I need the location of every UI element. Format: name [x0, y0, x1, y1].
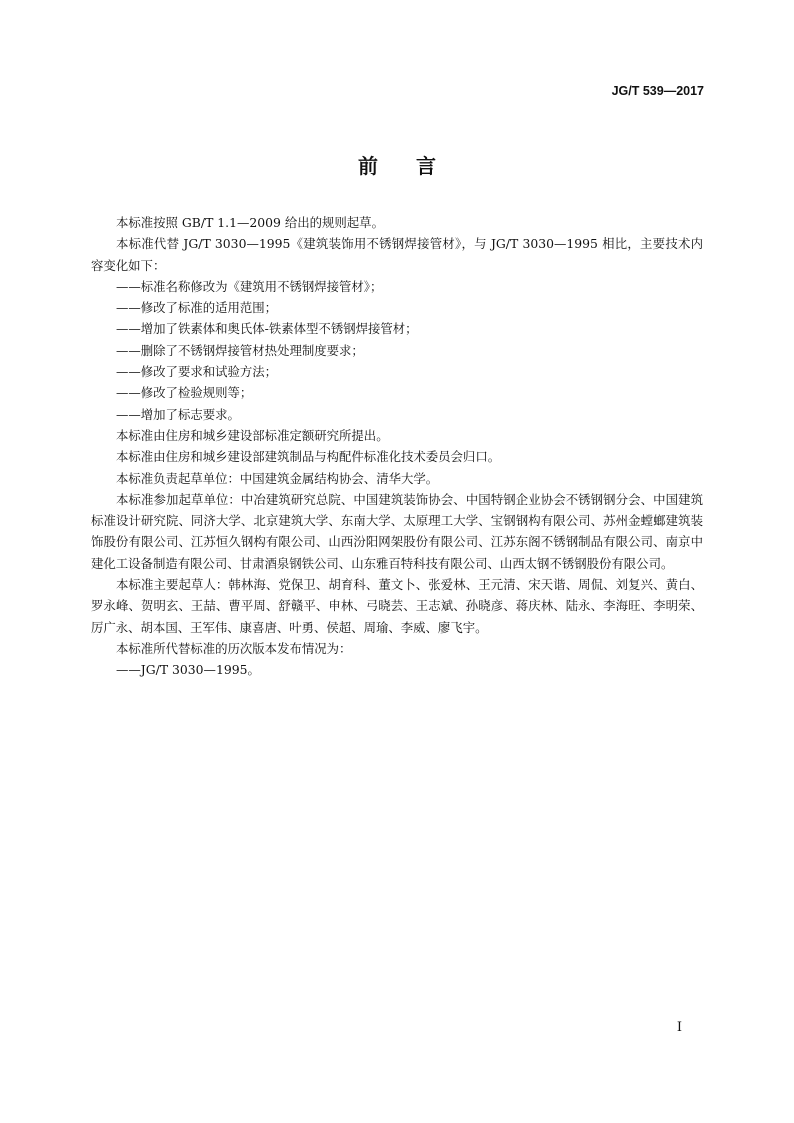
- paragraph-participating-drafters: 本标准参加起草单位：中冶建筑研究总院、中国建筑装饰协会、中国特钢企业协会不锈钢钢分会、中国建筑标准设计研究院、同济大学、北京建筑大学、东南大学、太原理工大学、宝钢钢构有限公司、苏州金螳螂建筑装饰股份有限公司、江苏恒久钢构有限公司、山西汾阳网架股份有限公司、江苏东阁不锈钢制品有限公司、南京中建化工设备制造有限公司、甘肃酒泉钢铁公司、山东雅百特科技有限公司、山西太钢不锈钢股份有限公司。: [91, 491, 703, 571]
- paragraph-drafting-rules: 本标准按照 GB/T 1.1—2009 给出的规则起草。: [116, 215, 384, 230]
- change-item: ——修改了检验规则等；: [116, 385, 253, 401]
- change-item: ——标准名称修改为《建筑用不锈钢焊接管材》；: [116, 278, 383, 294]
- change-item: ——修改了要求和试验方法；: [116, 364, 278, 380]
- change-item: ——修改了标准的适用范围；: [116, 300, 278, 316]
- paragraph-proposer: 本标准由住房和城乡建设部标准定额研究所提出。: [116, 427, 389, 443]
- history-item: ——JG/T 3030—1995。: [116, 662, 260, 678]
- paragraph-replaces: 本标准代替 JG/T 3030—1995《建筑装饰用不锈钢焊接管材》，与 JG/T 3030—1995 相比，主要技术内容变化如下：: [91, 236, 703, 273]
- change-item: ——删除了不锈钢焊接管材热处理制度要求；: [116, 342, 364, 358]
- paragraph-main-drafters: 本标准主要起草人：韩林海、党保卫、胡育科、董文卜、张爱林、王元清、宋天谐、周侃、刘复兴、黄白、罗永峰、贺明玄、王喆、曹平周、舒赣平、申林、弓晓芸、王志斌、孙晓彦、蒋庆林、陆永、李海旺、李明荣、厉广永、胡本国、王军伟、康喜唐、叶勇、侯超、周瑜、李威、廖飞宇。: [91, 577, 703, 635]
- paragraph-lead-drafters: 本标准负责起草单位：中国建筑金属结构协会、清华大学。: [116, 470, 439, 486]
- paragraph-history: 本标准所代替标准的历次版本发布情况为：: [116, 640, 352, 656]
- change-item: ——增加了铁素体和奥氏体-铁素体型不锈钢焊接管材；: [116, 321, 418, 337]
- standard-code: JG/T 539—2017: [611, 84, 704, 98]
- paragraph-centralized: 本标准由住房和城乡建设部建筑制品与构配件标准化技术委员会归口。: [116, 449, 501, 465]
- change-item: ——增加了标志要求。: [116, 406, 240, 422]
- page-title: 前言: [358, 154, 474, 178]
- page-number: I: [676, 1020, 682, 1035]
- foreword-body: [91, 212, 703, 681]
